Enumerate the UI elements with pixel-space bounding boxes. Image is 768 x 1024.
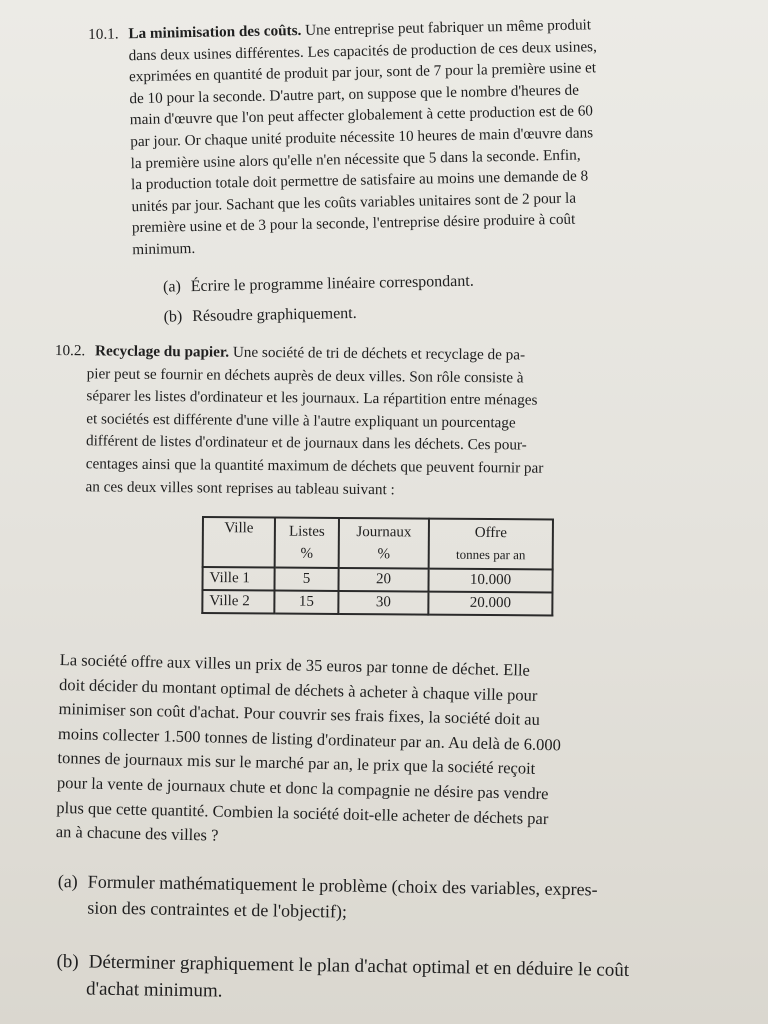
text-line: la production totale doit permettre de satisfaire au moins une demande de 8 [130, 167, 589, 194]
exercise-title: La minimisation des coûts. [128, 21, 302, 43]
exercise-10-2 [53, 340, 767, 505]
exercise-body [53, 363, 767, 505]
text-line: unités par jour. Sachant que les coûts variables unitaires sont de 2 pour la [131, 189, 577, 215]
text-line: différent de listes d'ordinateur et de journaux dans les déchets. Ces pour- [85, 432, 527, 454]
text-line: pier peut se fournir en déchets auprès de deux villes. Son rôle consiste à [86, 364, 524, 387]
text-line: doit décider du montant optimal de déchets à acheter à chaque ville pour [58, 674, 538, 705]
table-cell-journaux: 30 [338, 591, 428, 615]
text-line: moins collecter 1.500 tonnes de listing d'ordinateur par an. Au delà de 6.000 [57, 723, 562, 755]
text-line: an ces deux villes sont reprises au tableau suivant : [85, 477, 395, 498]
exercise-number: 10.1. [88, 25, 119, 43]
exercise-number: 10.2. [54, 341, 86, 360]
table-cell-offre: 20.000 [428, 592, 552, 616]
exercise-title: Recyclage du papier. [94, 342, 230, 361]
text-line: première usine et de 3 pour la seconde, l'entreprise désire produire à coût [131, 211, 576, 237]
exercise-body [88, 33, 768, 334]
question-item-a [57, 868, 630, 929]
exercise-10-1 [88, 11, 768, 334]
text-line: tonnes de journaux mis sur le marché par an, le prix que la société reçoit [57, 748, 536, 779]
table-cell-ville: Ville 1 [202, 567, 274, 591]
text-line: et sociétés est différente d'une ville à l'autre expliquant un pourcentage [86, 410, 516, 432]
text-line: la première usine alors qu'elle n'en nécessite que 5 dans la seconde. Enfin, [130, 146, 581, 172]
table-cell-listes: 5 [274, 568, 338, 591]
question-label: (a) [57, 870, 78, 892]
text-line: pour la vente de journaux chute et donc la compagnie ne désire pas vendre [56, 772, 549, 804]
table-cell-ville: Ville 2 [202, 590, 274, 614]
table-row [202, 590, 552, 615]
text-line: exprimées en quantité de produit par jour, sont de 7 pour la première usine et [128, 59, 597, 86]
text-line: minimiser son coût d'achat. Pour couvrir ses frais fixes, la société doit au [58, 699, 541, 730]
question-item-b [56, 948, 629, 1011]
data-table [201, 516, 554, 616]
text-line: plus que cette quantité. Combien la société doit-elle acheter de déchets par [56, 797, 549, 828]
question-text-continued: d'achat minimum. [85, 978, 223, 1002]
question-label: (b) [163, 307, 183, 326]
text-line: an à chacune des villes ? [55, 822, 219, 845]
question-label: (a) [162, 277, 181, 296]
table-cell-journaux: 20 [338, 568, 428, 592]
question-text: Formuler mathématiquement le problème (choix des variables, expres- [87, 871, 598, 900]
question-text-continued: sion des contraintes et de l'objectif); [87, 897, 348, 922]
question-text: Déterminer graphiquement le plan d'achat optimal et en déduire le coût [88, 951, 630, 981]
column-header-offre: Offre tonnes par an [429, 519, 553, 570]
text-line: par jour. Or chaque unité produite nécessite 10 heures de main d'œuvre dans [130, 124, 594, 151]
text-line: dans deux usines différentes. Les capacités de production de ces deux usines, [128, 37, 597, 64]
text-line: minimum. [132, 239, 196, 259]
question-list [133, 260, 768, 332]
question-label: (b) [56, 950, 79, 973]
table-header-row [203, 517, 553, 569]
text-line: Une entreprise peut fabriquer un même produit [304, 16, 592, 39]
text-line: séparer les listes d'ordinateur et les journaux. La répartition entre ménages [86, 387, 538, 409]
table-cell-offre: 10.000 [428, 569, 552, 593]
text-line: Une société de tri de déchets et recyclage de pa- [232, 343, 526, 364]
column-header-listes: Listes % [275, 518, 339, 568]
text-line: main d'œuvre que l'on peut affecter globalement à cette production est de 60 [129, 102, 594, 129]
question-text: Résoudre graphiquement. [192, 304, 357, 325]
table-cell-listes: 15 [274, 591, 338, 614]
problem-paragraph [56, 648, 563, 856]
text-line: La société offre aux villes un prix de 35 euros par tonne de déchet. Elle [59, 649, 531, 680]
question-list [56, 868, 631, 1011]
text-line: de 10 pour la seconde. D'autre part, on suppose que le nombre d'heures de [129, 81, 580, 107]
table-row [202, 567, 552, 592]
column-header-ville: Ville [203, 517, 275, 568]
question-text: Écrire le programme linéaire correspondant. [190, 272, 474, 295]
column-header-journaux: Journaux % [339, 518, 429, 569]
text-line: centages ainsi que la quantité maximum de déchets que peuvent fournir par [85, 455, 544, 477]
